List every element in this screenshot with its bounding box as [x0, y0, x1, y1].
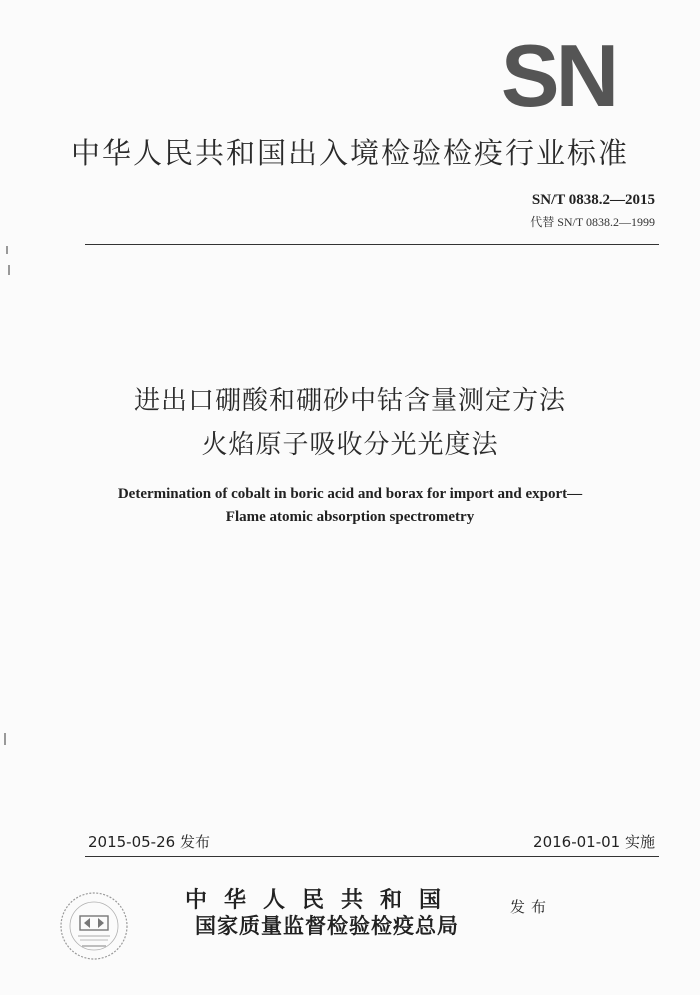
scan-margin-mark: [4, 733, 6, 745]
bottom-divider: [85, 856, 659, 857]
scan-margin-mark: [8, 265, 10, 275]
scan-margin-mark: [6, 246, 8, 254]
top-divider: [85, 244, 659, 245]
publisher-line-1: 中华人民共和国: [185, 887, 459, 913]
publish-label: 发布: [510, 898, 553, 916]
chinese-title-line-1: 进出口硼酸和硼砂中钴含量测定方法: [133, 386, 566, 416]
standard-number: SN/T 0838.2—2015: [531, 192, 655, 208]
publisher-line-2: 国家质量监督检验检疫总局: [195, 913, 459, 938]
issue-date: 2015-05-26 发布: [88, 833, 210, 851]
replaces-standard: 代替 SN/T 0838.2—1999: [530, 215, 655, 229]
distributor-stamp-icon: [58, 890, 130, 962]
english-title-line-1: Determination of cobalt in boric acid and borax for import and export—: [117, 486, 583, 502]
chinese-title-line-2: 火焰原子吸收分光光度法: [201, 430, 499, 460]
sn-logo: [486, 40, 631, 112]
logo-text: SN: [500, 40, 616, 112]
implementation-date: 2016-01-01 实施: [533, 833, 655, 851]
english-title-line-2: Flame atomic absorption spectrometry: [225, 509, 475, 525]
industry-standard-title: 中华人民共和国出入境检验检疫行业标准: [70, 136, 629, 170]
